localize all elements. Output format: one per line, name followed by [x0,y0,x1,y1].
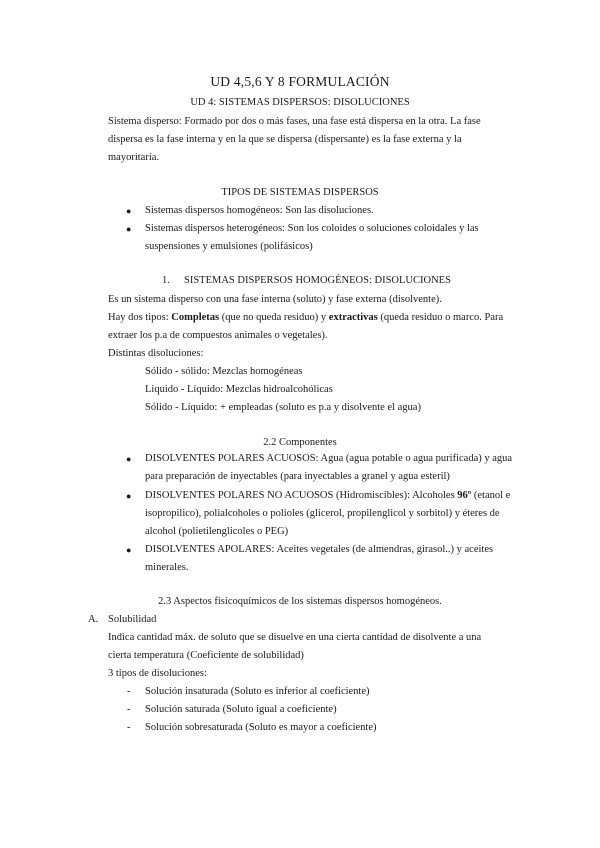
subsection-title-solubilidad: Solubilidad [108,614,157,625]
list-item-continuation: suspensiones y emulsiones (polifásicos) [145,241,313,252]
dash-item: Solución sobresaturada (Soluto es mayor a coeficiente) [145,722,377,733]
intro-line: Sistema disperso: Formado por dos o más fases, una fase está dispersa en la otra. La fase [108,116,481,127]
section-heading-componentes: 2.2 Componentes [263,437,337,448]
bullet-icon: ● [126,491,132,501]
dash-item: Solución insaturada (Soluto es inferior al coeficiente) [145,686,370,697]
list-item-continuation: alcohol (polietilenglicoles o PEG) [145,526,289,537]
dash-marker: - [127,722,131,733]
list-item-continuation: isopropilico), polialcoholes o polioles (glicerol, propilenglicol y sorbitol) y éteres de [145,508,500,519]
section-number: 1. [162,275,170,286]
document-title: UD 4,5,6 Y 8 FORMULACIÓN [210,74,390,89]
unit-subtitle: UD 4: SISTEMAS DISPERSOS: DISOLUCIONES [190,97,410,108]
list-item: Sistemas dispersos heterogéneos: Son los coloides o soluciones coloidales y las [145,223,479,234]
body-line: Distintas disoluciones: [108,348,204,359]
list-item: DISOLVENTES APOLARES: Aceites vegetales (de almendras, girasol..) y aceites [145,544,494,555]
sub-item: Liquido - Líquido: Mezclas hidroalcohólicas [145,384,333,395]
dash-marker: - [127,686,131,697]
bullet-icon: ● [126,206,132,216]
list-item: DISOLVENTES POLARES NO ACUOSOS (Hidromiscibles): Alcoholes 96º (etanol e [145,490,511,501]
body-line: extraer los p.a de compuestos animales o vegetales). [108,330,328,341]
dash-item: Solución saturada (Soluto igual a coeficiente) [145,704,337,715]
body-line: cierta temperatura (Coeficiente de solubilidad) [108,650,304,661]
section-heading-tipos: TIPOS DE SISTEMAS DISPERSOS [221,187,379,198]
bullet-icon: ● [126,454,132,464]
body-line: Es un sistema disperso con una fase interna (soluto) y fase externa (disolvente). [108,294,442,305]
intro-line: mayoritaria. [108,152,160,163]
bullet-icon: ● [126,224,132,234]
sub-item: Sólido - Líquido: + empleadas (soluto es p.a y disolvente el agua) [145,402,421,413]
body-line: 3 tipos de disoluciones: [108,668,207,679]
sub-item: Sólido - sólido: Mezclas homogéneas [145,366,303,377]
body-line-types: Hay dos tipos: Completas (que no queda residuo) y extractivas (queda residuo o marco. Para [108,312,504,323]
intro-line: dispersa es la fase interna y en la que se dispersa (dispersante) es la fase externa y la [108,134,462,145]
body-line: Indica cantidad máx. de soluto que se disuelve en una cierta cantidad de disolvente a una [108,632,482,643]
list-letter: A. [88,614,99,625]
list-item: DISOLVENTES POLARES ACUOSOS: Agua (agua potable o agua purificada) y agua [145,453,513,464]
list-item-continuation: minerales. [145,562,189,573]
dash-marker: - [127,704,131,715]
list-item-continuation: para preparación de inyectables (para inyectables a granel y agua esteril) [145,471,450,482]
bullet-icon: ● [126,545,132,555]
list-item: Sistemas dispersos homogéneos: Son las disoluciones. [145,205,374,216]
section-heading-homogeneos: SISTEMAS DISPERSOS HOMOGÉNEOS: DISOLUCIONES [184,275,451,286]
section-heading-aspectos: 2.3 Aspectos fisicoquímicos de los sistemas dispersos homogéneos. [158,596,442,607]
